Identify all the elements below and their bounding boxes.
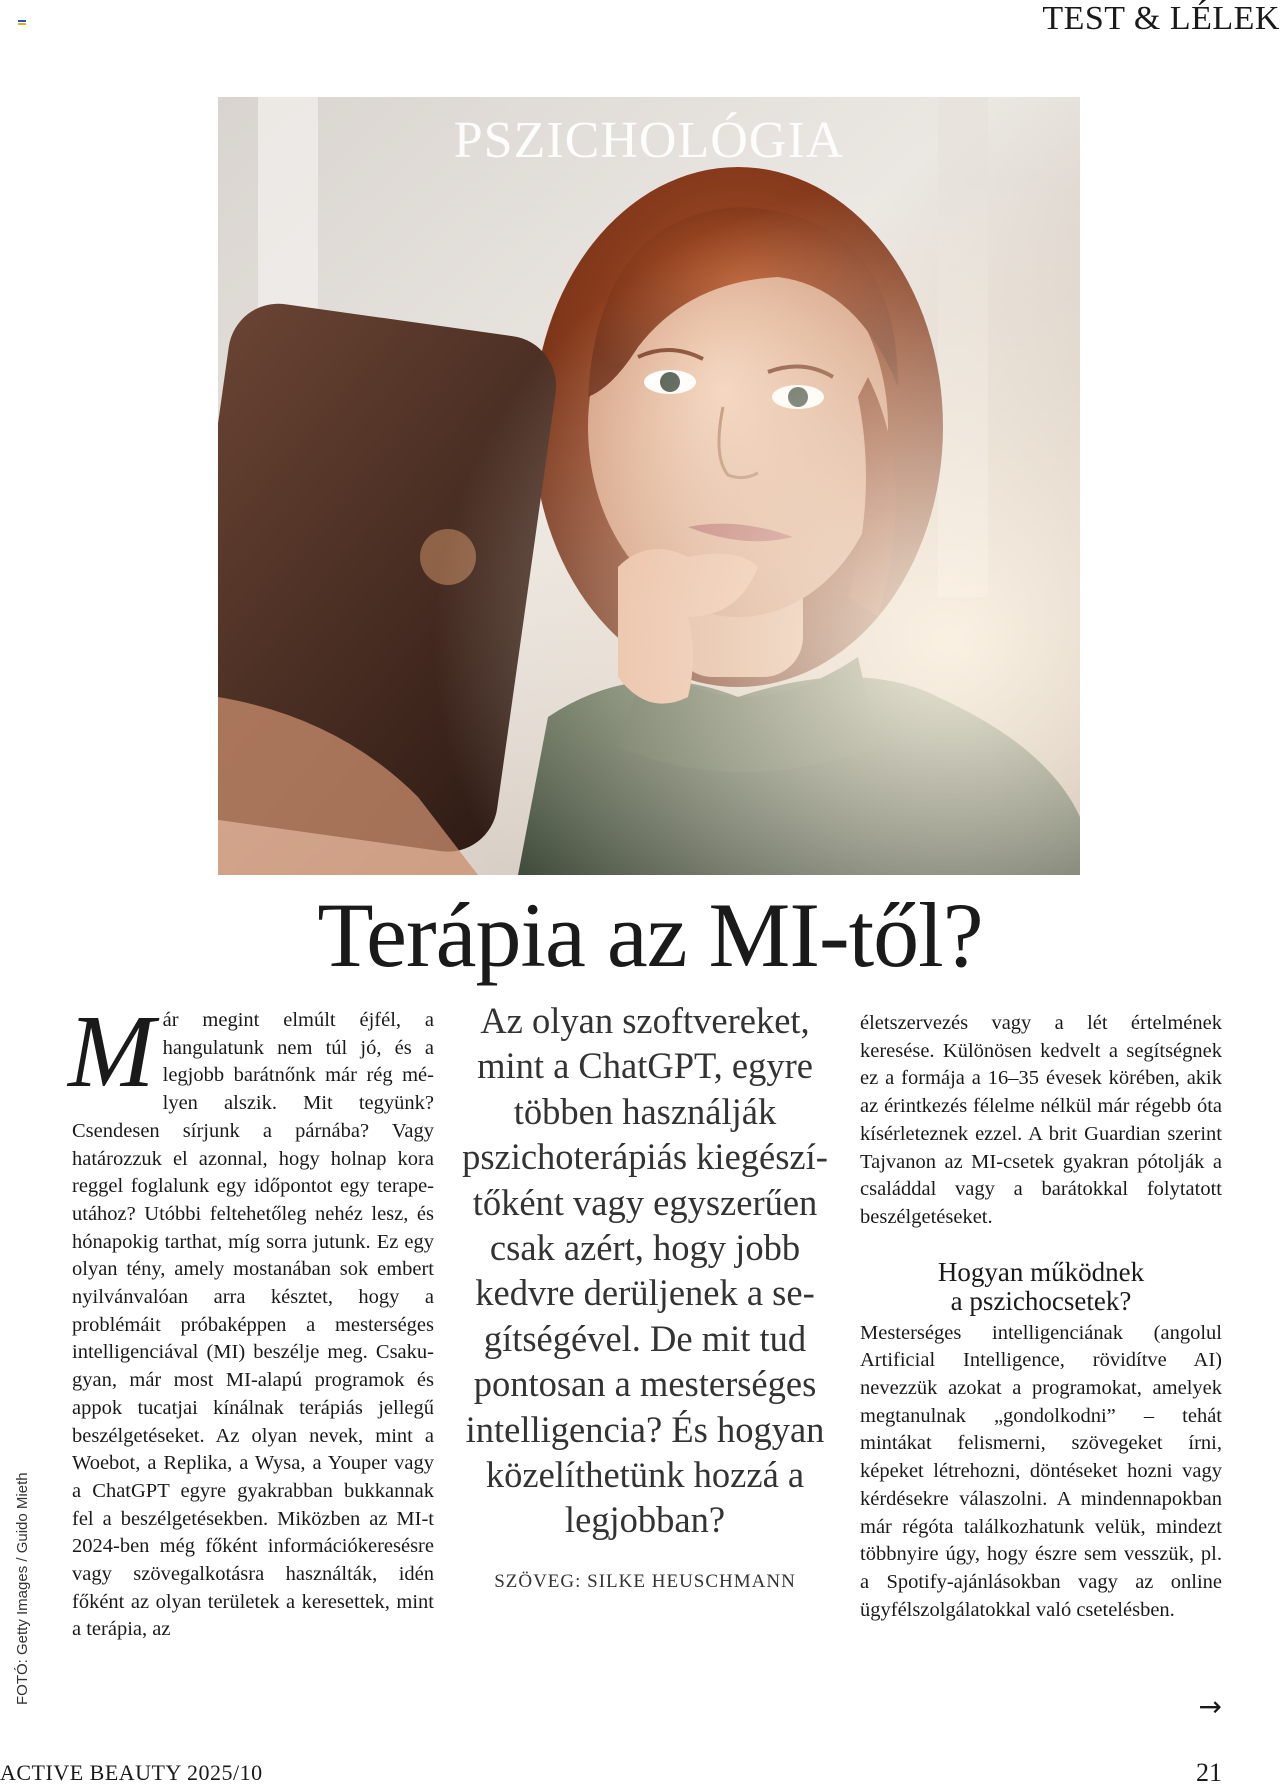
column-3-intro-text: életszervezés vagy a lét értelmének keresése. Különösen kedvelt a segítségnek ez a formája a 16–35 évesek körében, akik az érintkezés félelme nélkül már régebb óta kísérleteznek ezzel. A brit Guardian szerint Tajvanon az MI-csetek gyakran pótolják a családdal vagy a barátokkal folytatott beszélgetéseket. <box>860 1012 1222 1228</box>
article-lead: Az olyan szoftvereket, mint a ChatGPT, egyre többen használják pszichoterápiás kiegészítőként vagy egyszerűen csak azért, hogy jobb kedvre derüljenek a segítségével. De mit tud pontosan a mesterséges intelligencia? És hogyan közelíthetünk hozzá a legjobban? <box>462 1000 828 1541</box>
article-title: Terápia az MI-től? <box>317 884 983 986</box>
byline: SZÖVEG: SILKE HEUSCHMANN <box>494 1570 796 1592</box>
section-subheading <box>860 1258 1222 1316</box>
corner-mark-blue-bar <box>18 20 26 22</box>
column-1-text: ár megint elmúlt éjfél, a hangulatunk nem túl jó, és a legjobb barátnőnk már rég mélyen alszik. Mit tegyünk? Csendesen sírjunk a párnába? Vagy határozzuk el azonnal, hogy holnap kora reggel foglalunk egy időpontot egy terapeutához? Utóbbi feltehetőleg nehéz lesz, és hónapokig tarthat, míg sorra jutunk. Ez egy olyan tény, amely mostanában sok embert nyilvánvalóan arra késztet, hogy a problémáit próbaképpen a mesterséges intelligenciával (MI) beszélje meg. Csakugyan, már most MI-alapú programok és appok tucatjai kínálnak terápiás jellegű beszélgetéseket. Az olyan nevek, mint a Woebot, a Replika, a Wysa, a Youper vagy a ChatGPT egyre gyakrabban bukkannak fel a beszélgetésekben. Miközben az MI-t 2024-ben még főként információkeresésre vagy szövegalkotásra használták, idén főként az olyan területek a keresettek, mint a terápia, az <box>72 1009 434 1641</box>
hero-photo <box>218 97 1080 875</box>
subheading-line-1: Hogyan működnek <box>937 1256 1145 1287</box>
section-header: TEST & LÉLEK <box>1042 0 1280 37</box>
corner-color-mark <box>18 20 26 25</box>
category-label: PSZICHOLÓGIA <box>453 112 845 169</box>
article-column-1 <box>68 994 434 1644</box>
magazine-issue: ACTIVE BEAUTY 2025/10 <box>0 1760 263 1785</box>
corner-mark-yellow-bar <box>18 23 26 25</box>
continue-arrow-icon: → <box>1198 1690 1222 1723</box>
lead-column <box>455 998 835 1593</box>
hero-photo-illustration <box>218 97 1080 875</box>
subheading-line-2: a pszichocsetek? <box>950 1285 1132 1316</box>
drop-cap: M <box>68 994 155 1109</box>
column-3-body-text: Mesterséges intelligenciának (angolul Artificial Intelligence, rövidítve AI) nevezzük azokat a programokat, amelyek megtanulnak „gondolkodni” – tehát mintákat felismerni, szövegeket írni, képeket létrehozni, döntéseket hozni vagy kérdésekre válaszolni. A mindennapokban már régóta találkozhatunk velük, mindezt többnyire úgy, hogy észre sem vesszük, pl. a Spotify-ajánlásokban vagy az online ügyfélszolgálatokkal való csetelésben. <box>860 1321 1222 1621</box>
page-number: 21 <box>1196 1758 1222 1787</box>
photo-credit: FOTÓ: Getty Images / Guido Mieth <box>14 1472 31 1705</box>
article-column-3 <box>860 1010 1222 1624</box>
